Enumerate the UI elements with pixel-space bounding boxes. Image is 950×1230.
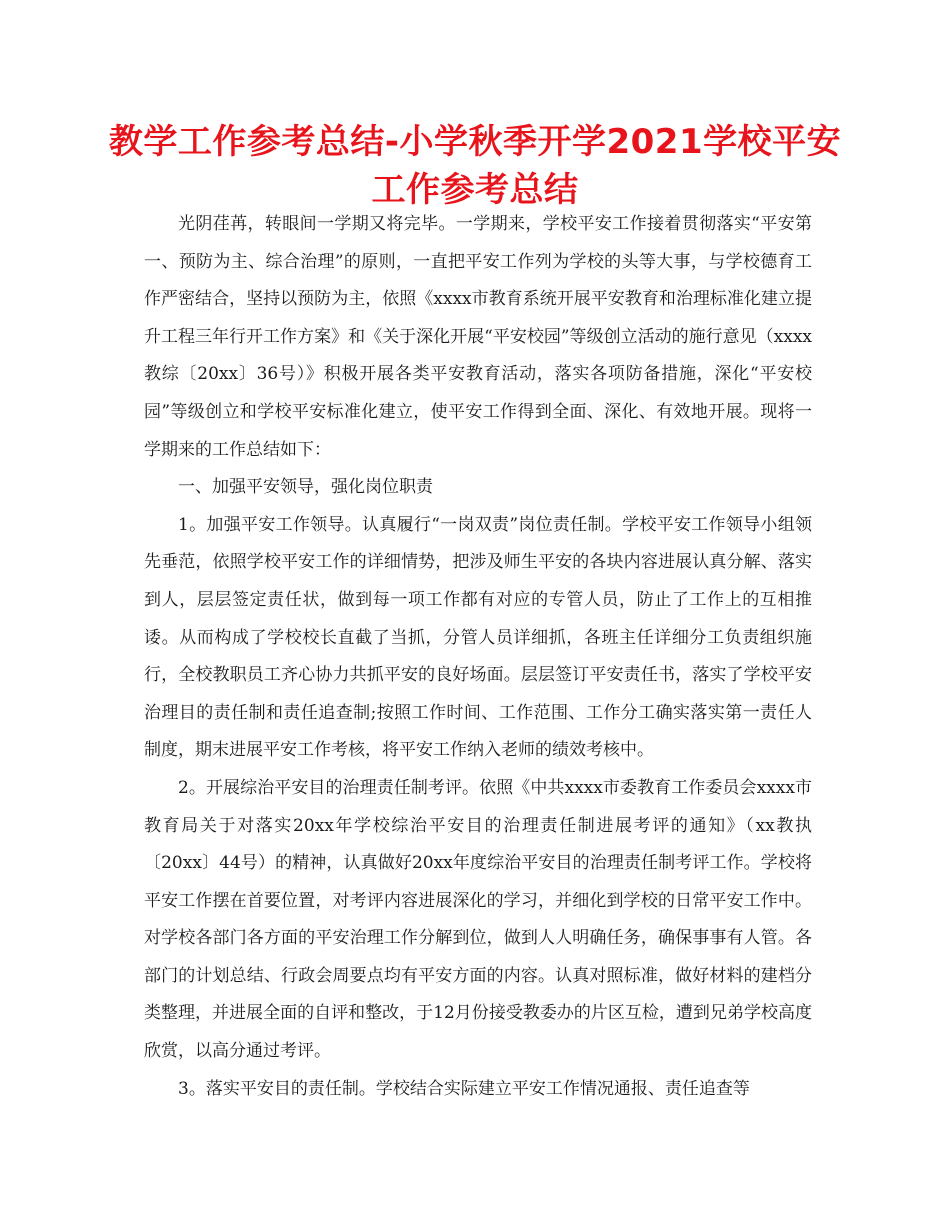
paragraph-item-1: 1。加强平安工作领导。认真履行“一岗双责”岗位责任制。学校平安工作领导小组领先垂范，依照学校平安工作的详细情势，把涉及师生平安的各块内容进展认真分解、落实到人，层层签定责任状，做到每一项工作都有对应的专管人员，防止了工作上的互相推诿。从而构成了学校校长直截了当抓，分管人员详细抓，各班主任详细分工负责组织施行，全校教职员工齐心协力共抓平安的良好场面。层层签订平安责任书，落实了学校平安治理目的责任制和责任追查制;按照工作时间、工作范围、工作分工确实落实第一责任人制度，期末进展平安工作考核，将平安工作纳入老师的绩效考核中。 (144, 514, 812, 761)
document-title: 教学工作参考总结-小学秋季开学2021学校平安工作参考总结 (108, 122, 842, 210)
paragraph-item-3: 3。落实平安目的责任制。学校结合实际建立平安工作情况通报、责任追查等 (178, 1078, 750, 1099)
paragraph-intro: 光阴荏苒，转眼间一学期又将完毕。一学期来，学校平安工作接着贯彻落实“平安第一、预防为主、综合治理”的原则，一直把平安工作列为学校的头等大事，与学校德育工作严密结合，坚持以预防为主，依照《xxxx市教育系统开展平安教育和治理标准化建立提升工程三年行开工作方案》和《关于深化开展“平安校园”等级创立活动的施行意见（xxxx教综〔20xx〕36号）》积极开展各类平安教育活动，落实各项防备措施，深化“平安校园”等级创立和学校平安标准化建立，使平安工作得到全面、深化、有效地开展。现将一学期来的工作总结如下： (144, 214, 812, 460)
section-heading-1: 一、加强平安领导，强化岗位职责 (178, 477, 433, 498)
paragraph-item-2: 2。开展综治平安目的治理责任制考评。依照《中共xxxx市委教育工作委员会xxxx市教育局关于对落实20xx年学校综治平安目的治理责任制进展考评的通知》（xx教执〔20xx〕44号）的精神，认真做好20xx年度综治平安目的治理责任制考评工作。学校将平安工作摆在首要位置，对考评内容进展深化的学习，并细化到学校的日常平安工作中。对学校各部门各方面的平安治理工作分解到位，做到人人明确任务，确保事事有人管。各部门的计划总结、行政会周要点均有平安方面的内容。认真对照标准，做好材料的建档分类整理，并进展全面的自评和整改，于12月份接受教委办的片区互检，遭到兄弟学校高度欣赏，以高分通过考评。 (144, 777, 812, 1062)
document-body (144, 206, 812, 1108)
